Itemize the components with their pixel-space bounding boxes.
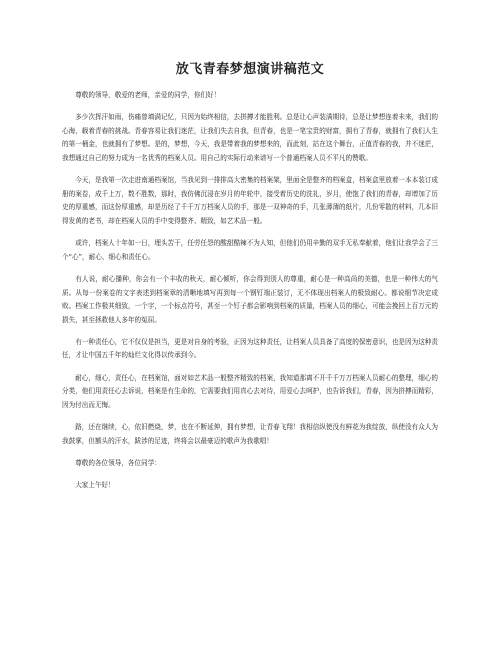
paragraph-closing: 路，还在继续，心，依旧燃烧，梦，也在不断延伸，拥有梦想，让青春飞翔！我相信纵使没有鲜花为我绽放，纵使没有众人为我鼓掌，但额头的汗水，跋涉的足迹，终将会以最豪迈的歌声为我歌唱！ (62, 423, 438, 445)
document-title: 放飞青春梦想演讲稿范文 (175, 62, 325, 77)
paragraph-responsibility: 有一种责任心，它不仅仅是担当，更是对自身的考验，正因为这种责任，让档案人员具备了高度的保密意识，也是因为这种责任，才让中国五千年的灿烂文化得以传承到今。 (62, 337, 438, 360)
paragraph-dream: 多少次挥汗如雨，伤痛曾填满记忆，只因为始终相信，去拼搏才能胜利。总是让心声装满期待，总是让梦想连着未来，我们的心海，载着青春的挑战。青春容易让我们迷茫，让我们失去自我，但青春，也是一笔宝贵的财富，拥有了青春，就拥有了我们人生的第一桶金，也就拥有了梦想。是的，梦想，今天，我是带着我的梦想来的，而此刻，站在这个舞台，正值青春的我，并不迷茫，我想通过自己的努力成为一名优秀的档案人员。用自己的实际行动来谱写一个普通档案人员不平凡的赞歌。 (62, 113, 438, 162)
paragraph-three-hearts: 或许，档案人十年如一日，埋头苦干，任劳任怨的酸甜酷辣不为人知，但他们仍用辛勤的双手无私奉献着，他们让我学会了三个“心”，耐心、细心和责任心。 (62, 239, 438, 261)
paragraph-patience: 有人说，耐心播种，你会有一个丰收的秋天，耐心倾听，你会得到别人的尊重，耐心是一种高尚的美德，也是一种伟大的气质。从每一份案卷的文字表述到档案章的清晰地填写再到每一个钢钉端正装订，无不体现出档案人的极致耐心。都说细节决定成败。档案工作极其细致，一个字，一个标点符号，甚至一个钉子都会影响到档案的质量，档案人员的细心，可能会挽回上百万元的损失，甚至拯救他人多年的冤屈。 (62, 274, 438, 324)
paragraph-summary: 耐心，细心，责任心，在档案馆，面对如艺术品一般整齐精致的档案，我知道那离不开千千万万档案人员耐心的整理，细心的分类，他们用责任心去诉说，档案是有生命的，它需要我们用真心去对待，用爱心去呵护，也告诉我们，青春，因为拼搏而精彩，因为付出而无悔。 (62, 373, 438, 409)
paragraph-greeting: 尊敬的领导，敬爱的老师，亲爱的同学，你们好！ (75, 91, 221, 99)
paragraph-salutation: 尊敬的各位领导，各位同学： (75, 458, 161, 467)
paragraph-archive-visit: 今天，是我第一次走进南通档案馆，当我见到一排排高大密集的档案架，里面全是整齐的档案盒，档案盒里放着一本本装订成册的案卷，成千上万，数不胜数，那时，我仿佛沉浸在岁月的年轮中，接受着历史的洗礼，岁月，使饱了我们的青春，却增加了历史的厚重感，而这份厚重感，却是历经了千千万万档案人员的手，那是一双神奇的手，几张薄薄的纸片，几份零散的材料，几本旧得发黄的老书，却在档案人员的手中变得整齐、精致，如艺术品一般。 (62, 176, 438, 225)
paragraph-good-morning: 大家上午好！ (75, 481, 115, 489)
